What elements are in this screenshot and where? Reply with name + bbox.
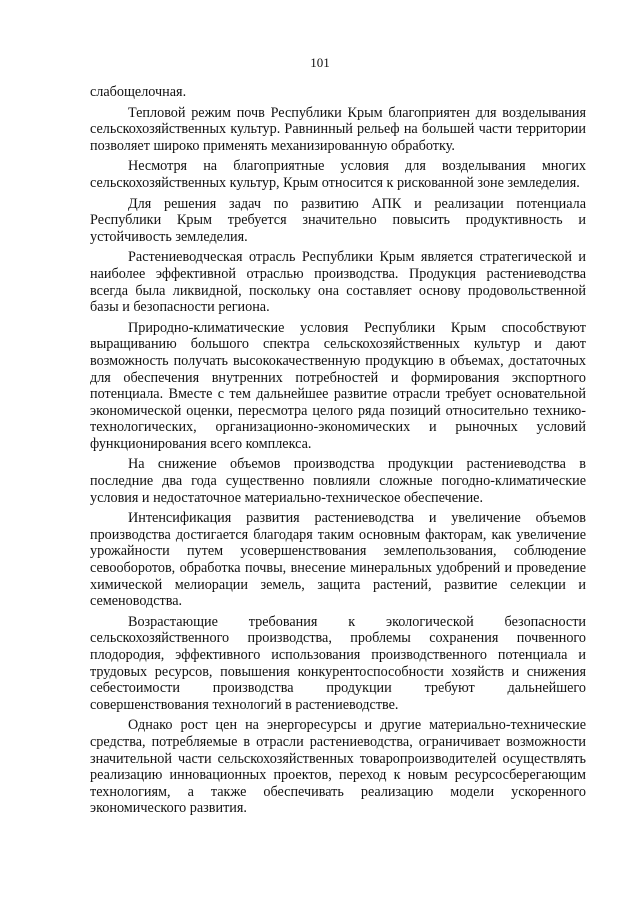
paragraph-3: Несмотря на благоприятные условия для возделывания многих сельскохозяйственных культур, Крым относится к рискованной зоне земледелия. xyxy=(90,158,586,191)
paragraph-5: Растениеводческая отрасль Республики Крым является стратегической и наиболее эффективной отраслью производства. Продукция растениеводства всегда была ликвидной, поскольку она составляет основу продовольственной базы и безопасности региона. xyxy=(90,249,586,316)
paragraph-10: Однако рост цен на энергоресурсы и другие материально-технические средства, потребляемые в отрасли растениеводства, ограничивает возможности значительной части сельскохозяйственных товаропроизводителей осуществлять реализацию инновационных проектов, переход к новым ресурсосберегающим технологиям, а также обеспечивать реализацию модели ускоренного экономического развития. xyxy=(90,717,586,817)
paragraph-1: слабощелочная. xyxy=(90,84,187,100)
page-number: 101 xyxy=(310,55,330,70)
document-body xyxy=(90,84,586,821)
paragraph-6: Природно-климатические условия Республики Крым способствуют выращиванию большого спектра сельскохозяйственных культур и дают возможность получать высококачественную продукцию в объемах, достаточных для обеспечения внутренних потребностей и формирования экспортного потенциала. Вместе с тем дальнейшее развитие отрасли требует основательной экономической оценки, пересмотра целого ряда позиций относительно технико-технологических, организационно-экономических и рыночных условий функционирования всего комплекса. xyxy=(90,319,586,452)
paragraph-8: Интенсификация развития растениеводства и увеличение объемов производства достигается благодаря таким основным факторам, как увеличение урожайности путем усовершенствования землепользования, соблюдение севооборотов, обработка почвы, внесение минеральных удобрений и проведение химической мелиорации земель, защита растений, развитие селекции и семеноводства. xyxy=(90,510,586,610)
paragraph-2: Тепловой режим почв Республики Крым благоприятен для возделывания сельскохозяйственных культур. Равнинный рельеф на большей части территории позволяет широко применять механизированную обработку. xyxy=(90,104,586,154)
paragraph-4: Для решения задач по развитию АПК и реализации потенциала Республики Крым требуется значительно повысить продуктивность и устойчивость земледелия. xyxy=(90,195,586,245)
paragraph-9: Возрастающие требования к экологической безопасности сельскохозяйственного производства, проблемы сохранения почвенного плодородия, эффективного использования производственного потенциала и трудовых ресурсов, повышения конкурентоспособности хозяйств и снижения себестоимости производства продукции требуют дальнейшего совершенствования технологий в растениеводстве. xyxy=(90,613,586,713)
paragraph-7: На снижение объемов производства продукции растениеводства в последние два года существенно повлияли сложные погодно-климатические условия и недостаточное материально-техническое обеспечение. xyxy=(90,456,586,506)
